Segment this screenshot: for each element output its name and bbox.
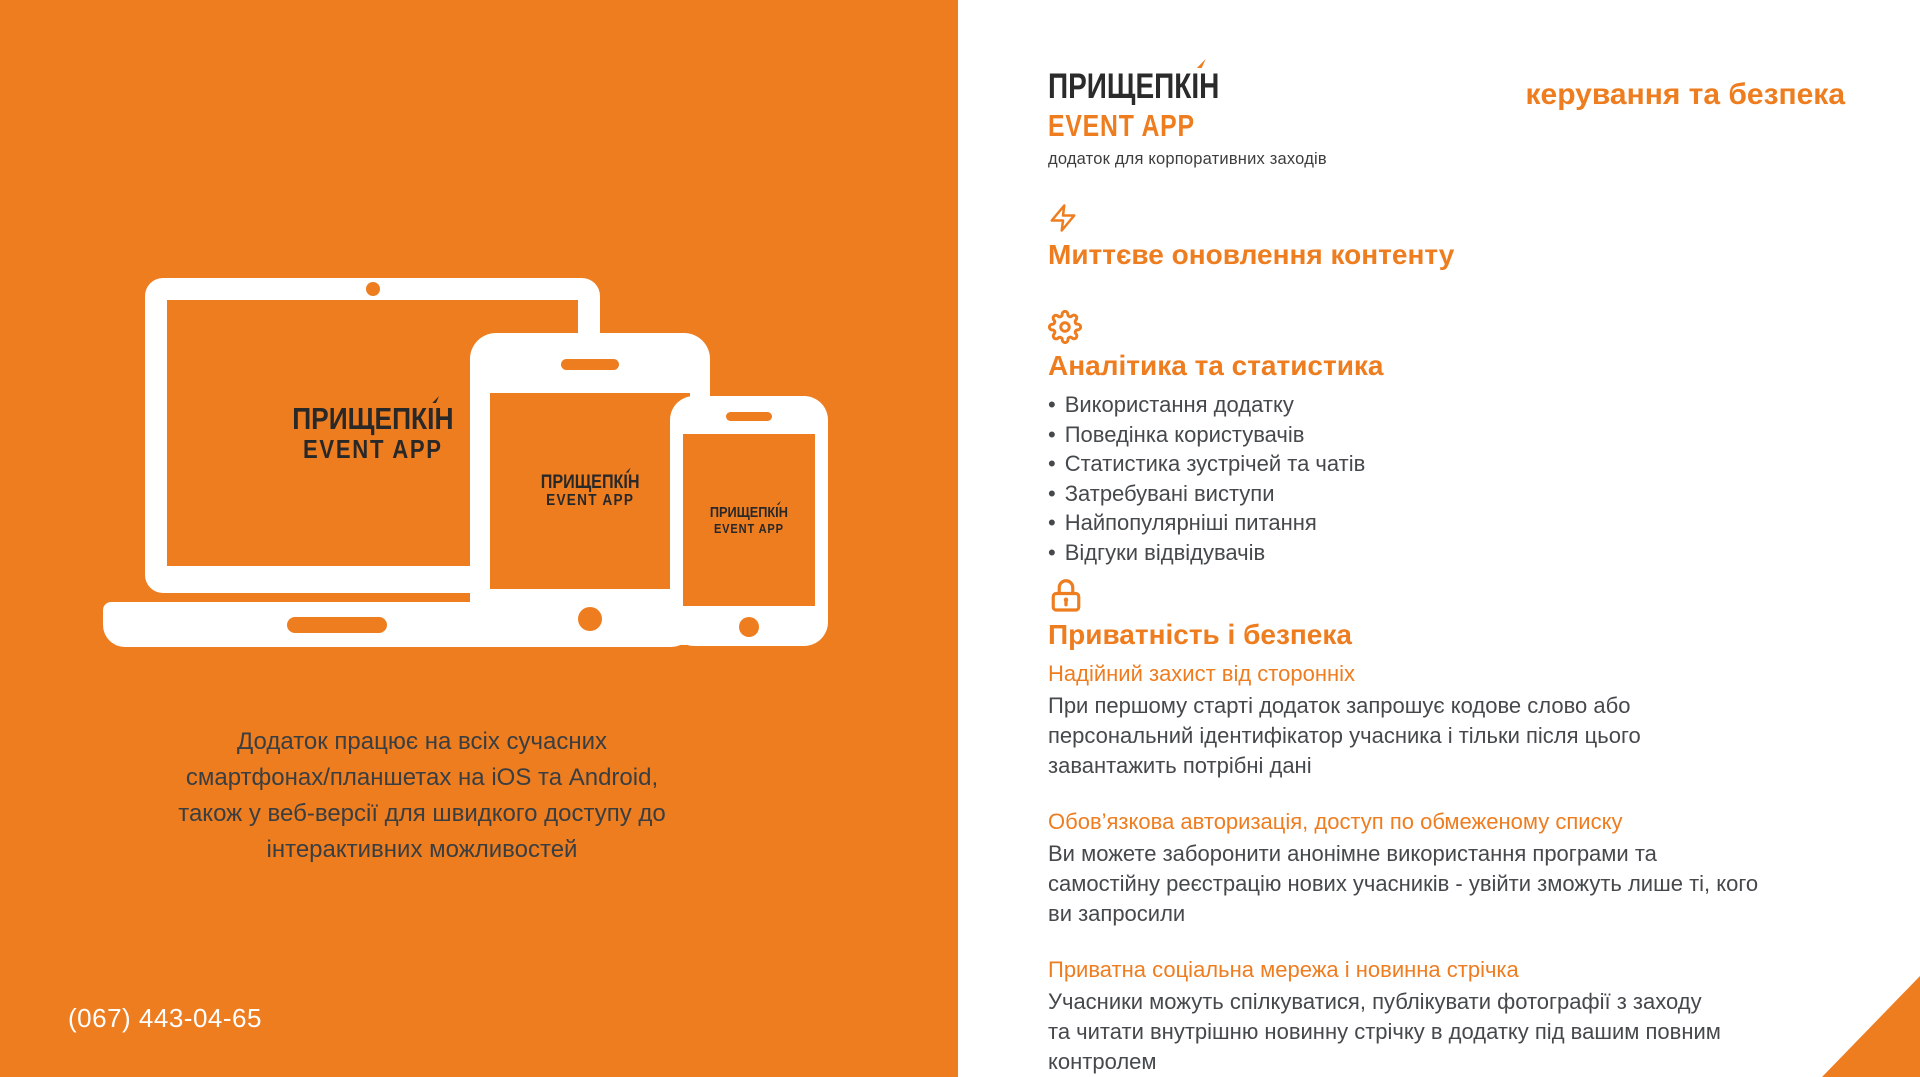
bullet-item: • Використання додатку bbox=[1048, 390, 1384, 420]
tablet-camera-slit bbox=[561, 359, 619, 370]
left-panel bbox=[0, 0, 958, 1077]
bullet-item: • Відгуки відвідувачів bbox=[1048, 538, 1384, 568]
lightning-icon bbox=[1048, 203, 1078, 233]
laptop-camera-dot bbox=[366, 282, 380, 296]
brand-tagline: додаток для корпоративних заходів bbox=[1048, 150, 1327, 169]
bullet-item: • Затребувані виступи bbox=[1048, 479, 1384, 509]
subsection-body: Учасники можуть спілкуватися, публікувати фотографії з заходу та читати внутрішню новинну стрічку в додатку під вашим повним контролем bbox=[1048, 989, 1721, 1074]
section-title: Приватність і безпека bbox=[1048, 619, 1352, 650]
subsection-social-network bbox=[1048, 955, 1768, 1077]
phone-speaker-slit bbox=[726, 412, 772, 421]
tablet-screen bbox=[490, 393, 690, 589]
subsection-title: Надійний захист від сторонніх bbox=[1048, 661, 1356, 686]
tablet-home-button bbox=[578, 607, 602, 631]
brand-wordmark: ПРИЩЕПКІН bbox=[709, 503, 789, 521]
bullet-item: • Найпопулярніші питання bbox=[1048, 508, 1384, 538]
phone-screen-logo bbox=[703, 505, 795, 535]
bullet-item: • Поведінка користувачів bbox=[1048, 420, 1384, 450]
brand-appmark: EVENT APP bbox=[1048, 107, 1195, 143]
brand-logo bbox=[1048, 68, 1327, 169]
page-kicker: керування та безпека bbox=[1525, 78, 1845, 111]
subsection-title: Приватна соціальна мережа і новинна стрічка bbox=[1048, 957, 1519, 982]
tablet-screen-logo bbox=[532, 473, 648, 510]
subsection-body: Ви можете заборонити анонімне використання програми та самостійну реєстрацію нових учасників - увійти зможуть лише ті, кого ви запросили bbox=[1048, 841, 1759, 926]
brand-appmark: EVENT APP bbox=[302, 433, 443, 464]
brand-wordmark: ПРИЩЕПКІН bbox=[291, 401, 454, 437]
phone-illustration bbox=[670, 396, 828, 646]
gear-icon bbox=[1048, 310, 1082, 344]
brand-wordmark: ПРИЩЕПКІН bbox=[540, 471, 640, 493]
section-analytics bbox=[1048, 310, 1384, 567]
laptop-screen-logo bbox=[278, 403, 468, 463]
phone-number: (067) 443-04-65 bbox=[68, 1003, 262, 1033]
section-title: Миттєве оновлення контенту bbox=[1048, 239, 1455, 270]
subsection-protection bbox=[1048, 659, 1768, 781]
phone-screen bbox=[683, 434, 815, 606]
laptop-trackpad-notch bbox=[287, 617, 387, 633]
corner-triangle bbox=[1822, 976, 1920, 1077]
bullet-list bbox=[1048, 390, 1384, 567]
bullet-item: • Статистика зустрічей та чатів bbox=[1048, 449, 1384, 479]
lock-icon bbox=[1048, 577, 1084, 613]
subsection-authorization bbox=[1048, 807, 1768, 929]
section-privacy bbox=[1048, 577, 1768, 1077]
brand-appmark: EVENT APP bbox=[714, 520, 784, 536]
brand-appmark: EVENT APP bbox=[545, 491, 635, 509]
subsection-body: При першому старті додаток запрошує кодове слово або персональний ідентифікатор учасника і тільки після цього завантажить потрібні дані bbox=[1048, 693, 1641, 778]
subsection-title: Обов’язкова авторизація, доступ по обмеженому списку bbox=[1048, 809, 1623, 834]
section-title: Аналітика та статистика bbox=[1048, 350, 1384, 381]
phone-home-button bbox=[739, 617, 759, 637]
brand-wordmark: ПРИЩЕПКІН bbox=[1048, 67, 1220, 106]
app-description: Додаток працює на всіх сучасних смартфонах/планшетах на iOS та Android, також у веб-версії для швидкого доступу до інтерактивних можливостей bbox=[178, 728, 666, 863]
section-instant-update bbox=[1048, 203, 1454, 271]
